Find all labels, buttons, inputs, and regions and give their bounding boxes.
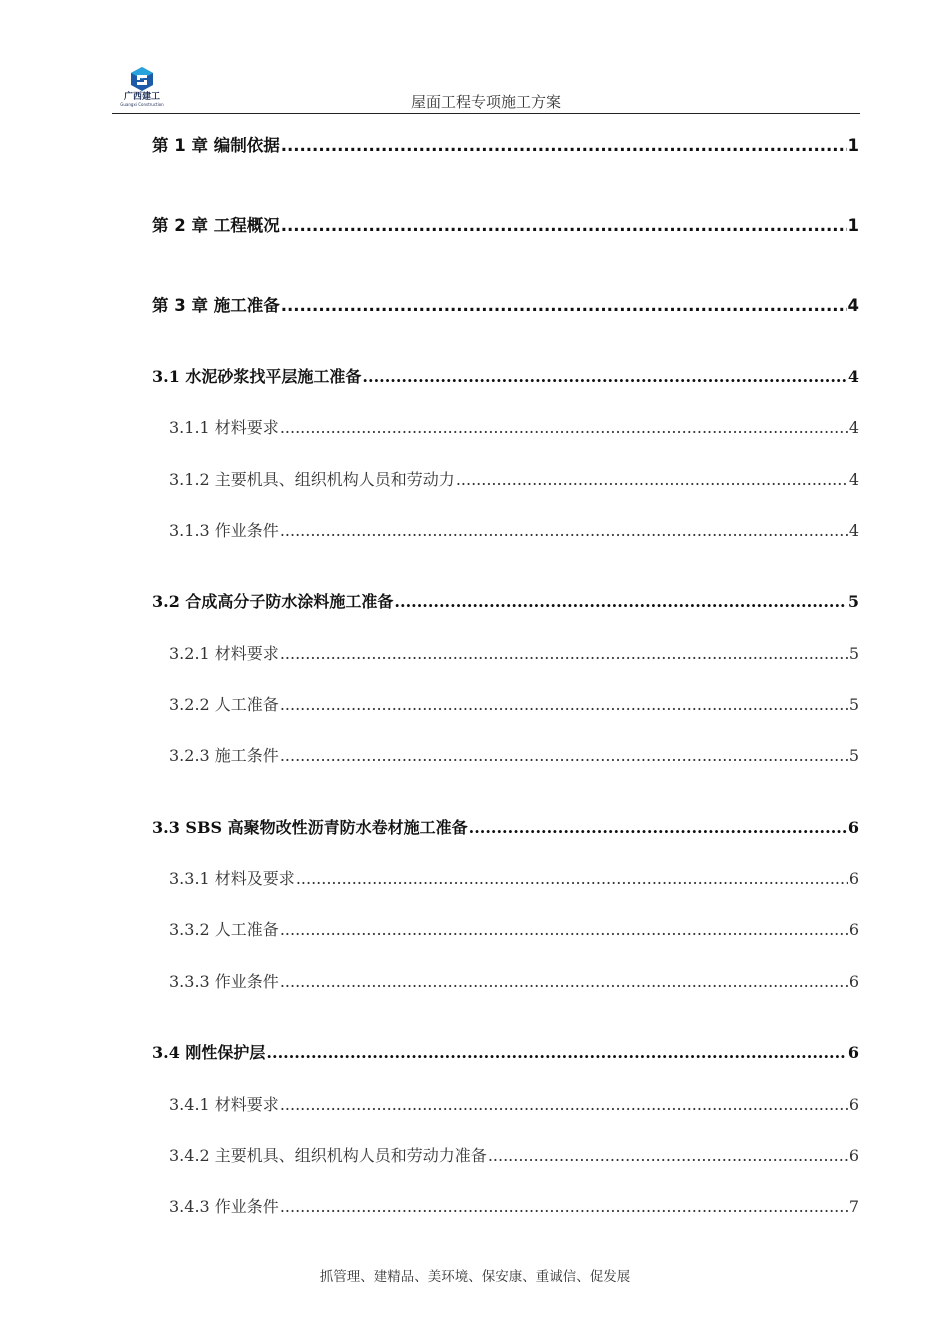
toc-entry-page: 6 — [848, 920, 859, 939]
toc-entry[interactable] — [152, 135, 859, 157]
toc-entry-page: 6 — [848, 1095, 859, 1114]
toc-entry-label: 3.3.1 材料及要求 — [169, 869, 295, 888]
toc-dot-leader — [456, 469, 848, 491]
page-header — [112, 62, 860, 114]
toc-entry-label: 3.2.1 材料要求 — [169, 644, 279, 663]
toc-dot-leader — [280, 643, 848, 665]
toc-entry-label: 3.2.2 人工准备 — [169, 695, 279, 714]
toc-entry[interactable] — [152, 366, 859, 388]
toc-dot-leader — [280, 919, 848, 941]
toc-dot-leader — [296, 868, 848, 890]
toc-entry-label: 3.1.2 主要机具、组织机构人员和劳动力 — [169, 470, 455, 489]
toc-entry-label: 3.1.1 材料要求 — [169, 418, 279, 437]
toc-entry-page: 5 — [848, 695, 859, 714]
toc-entry-label: 3.3.2 人工准备 — [169, 920, 279, 939]
logo-name-en: Guangxi Construction — [120, 102, 164, 107]
toc-entry-page: 5 — [847, 592, 859, 611]
toc-entry-label: 3.3 SBS 高聚物改性沥青防水卷材施工准备 — [152, 818, 468, 837]
toc-entry-label: 3.2 合成高分子防水涂料施工准备 — [152, 592, 394, 611]
toc-entry-page: 4 — [847, 367, 859, 386]
header-divider — [112, 113, 860, 114]
toc-entry[interactable] — [169, 745, 859, 767]
toc-entry[interactable] — [152, 215, 859, 237]
toc-dot-leader — [280, 971, 848, 993]
toc-entry[interactable] — [169, 417, 859, 439]
toc-entry[interactable] — [169, 1145, 859, 1167]
toc-entry-page: 4 — [848, 418, 859, 437]
toc-entry-page: 6 — [847, 1043, 859, 1062]
toc-dot-leader — [280, 417, 848, 439]
toc-dot-leader — [394, 591, 846, 613]
toc-entry[interactable] — [169, 643, 859, 665]
toc-entry-label: 3.1.3 作业条件 — [169, 521, 279, 540]
toc-dot-leader — [281, 295, 847, 317]
toc-entry-label: 3.3.3 作业条件 — [169, 972, 279, 991]
logo-name-cn: 广西建工 — [123, 92, 160, 102]
toc-dot-leader — [280, 1094, 848, 1116]
toc-dot-leader — [469, 817, 847, 839]
toc-dot-leader — [488, 1145, 848, 1167]
toc-entry-label: 3.4.3 作业条件 — [169, 1197, 279, 1216]
toc-entry[interactable] — [152, 817, 859, 839]
toc-entry-page: 4 — [848, 521, 859, 540]
toc-entry[interactable] — [169, 520, 859, 542]
toc-dot-leader — [362, 366, 846, 388]
toc-dot-leader — [280, 520, 848, 542]
toc-entry-label: 3.4.1 材料要求 — [169, 1095, 279, 1114]
toc-entry-page: 5 — [848, 644, 859, 663]
page-footer-slogan: 抓管理、建精品、美环境、保安康、重诚信、促发展 — [319, 1269, 631, 1285]
toc-entry[interactable] — [169, 971, 859, 993]
toc-entry-page: 6 — [848, 869, 859, 888]
toc-dot-leader — [281, 215, 847, 237]
toc-entry-label: 第 2 章 工程概况 — [152, 216, 280, 235]
toc-entry-page: 6 — [848, 972, 859, 991]
toc-entry-page: 4 — [847, 296, 859, 315]
toc-entry-page: 1 — [847, 136, 859, 155]
toc-dot-leader — [280, 1196, 848, 1218]
toc-entry[interactable] — [169, 919, 859, 941]
toc-entry-label: 3.1 水泥砂浆找平层施工准备 — [152, 367, 362, 386]
toc-dot-leader — [281, 135, 847, 157]
toc-entry-label: 3.2.3 施工条件 — [169, 746, 279, 765]
toc-entry[interactable] — [169, 868, 859, 890]
toc-dot-leader — [280, 694, 848, 716]
toc-entry-label: 第 3 章 施工准备 — [152, 296, 280, 315]
toc-entry-label: 第 1 章 编制依据 — [152, 136, 280, 155]
toc-entry[interactable] — [152, 1042, 859, 1064]
toc-entry[interactable] — [169, 694, 859, 716]
toc-entry[interactable] — [169, 469, 859, 491]
toc-entry-page: 5 — [848, 746, 859, 765]
logo-icon — [129, 66, 155, 92]
toc-entry[interactable] — [152, 295, 859, 317]
toc-entry-page: 7 — [848, 1197, 859, 1216]
toc-entry-page: 6 — [847, 818, 859, 837]
document-title: 屋面工程专项施工方案 — [410, 93, 561, 111]
toc-entry[interactable] — [169, 1094, 859, 1116]
toc-entry[interactable] — [152, 591, 859, 613]
toc-entry-label: 3.4.2 主要机具、组织机构人员和劳动力准备 — [169, 1146, 487, 1165]
toc-dot-leader — [280, 745, 848, 767]
toc-entry[interactable] — [169, 1196, 859, 1218]
toc-entry-page: 4 — [848, 470, 859, 489]
toc-dot-leader — [266, 1042, 846, 1064]
toc-entry-page: 6 — [848, 1146, 859, 1165]
toc-entry-page: 1 — [847, 216, 859, 235]
toc-entry-label: 3.4 刚性保护层 — [152, 1043, 266, 1062]
